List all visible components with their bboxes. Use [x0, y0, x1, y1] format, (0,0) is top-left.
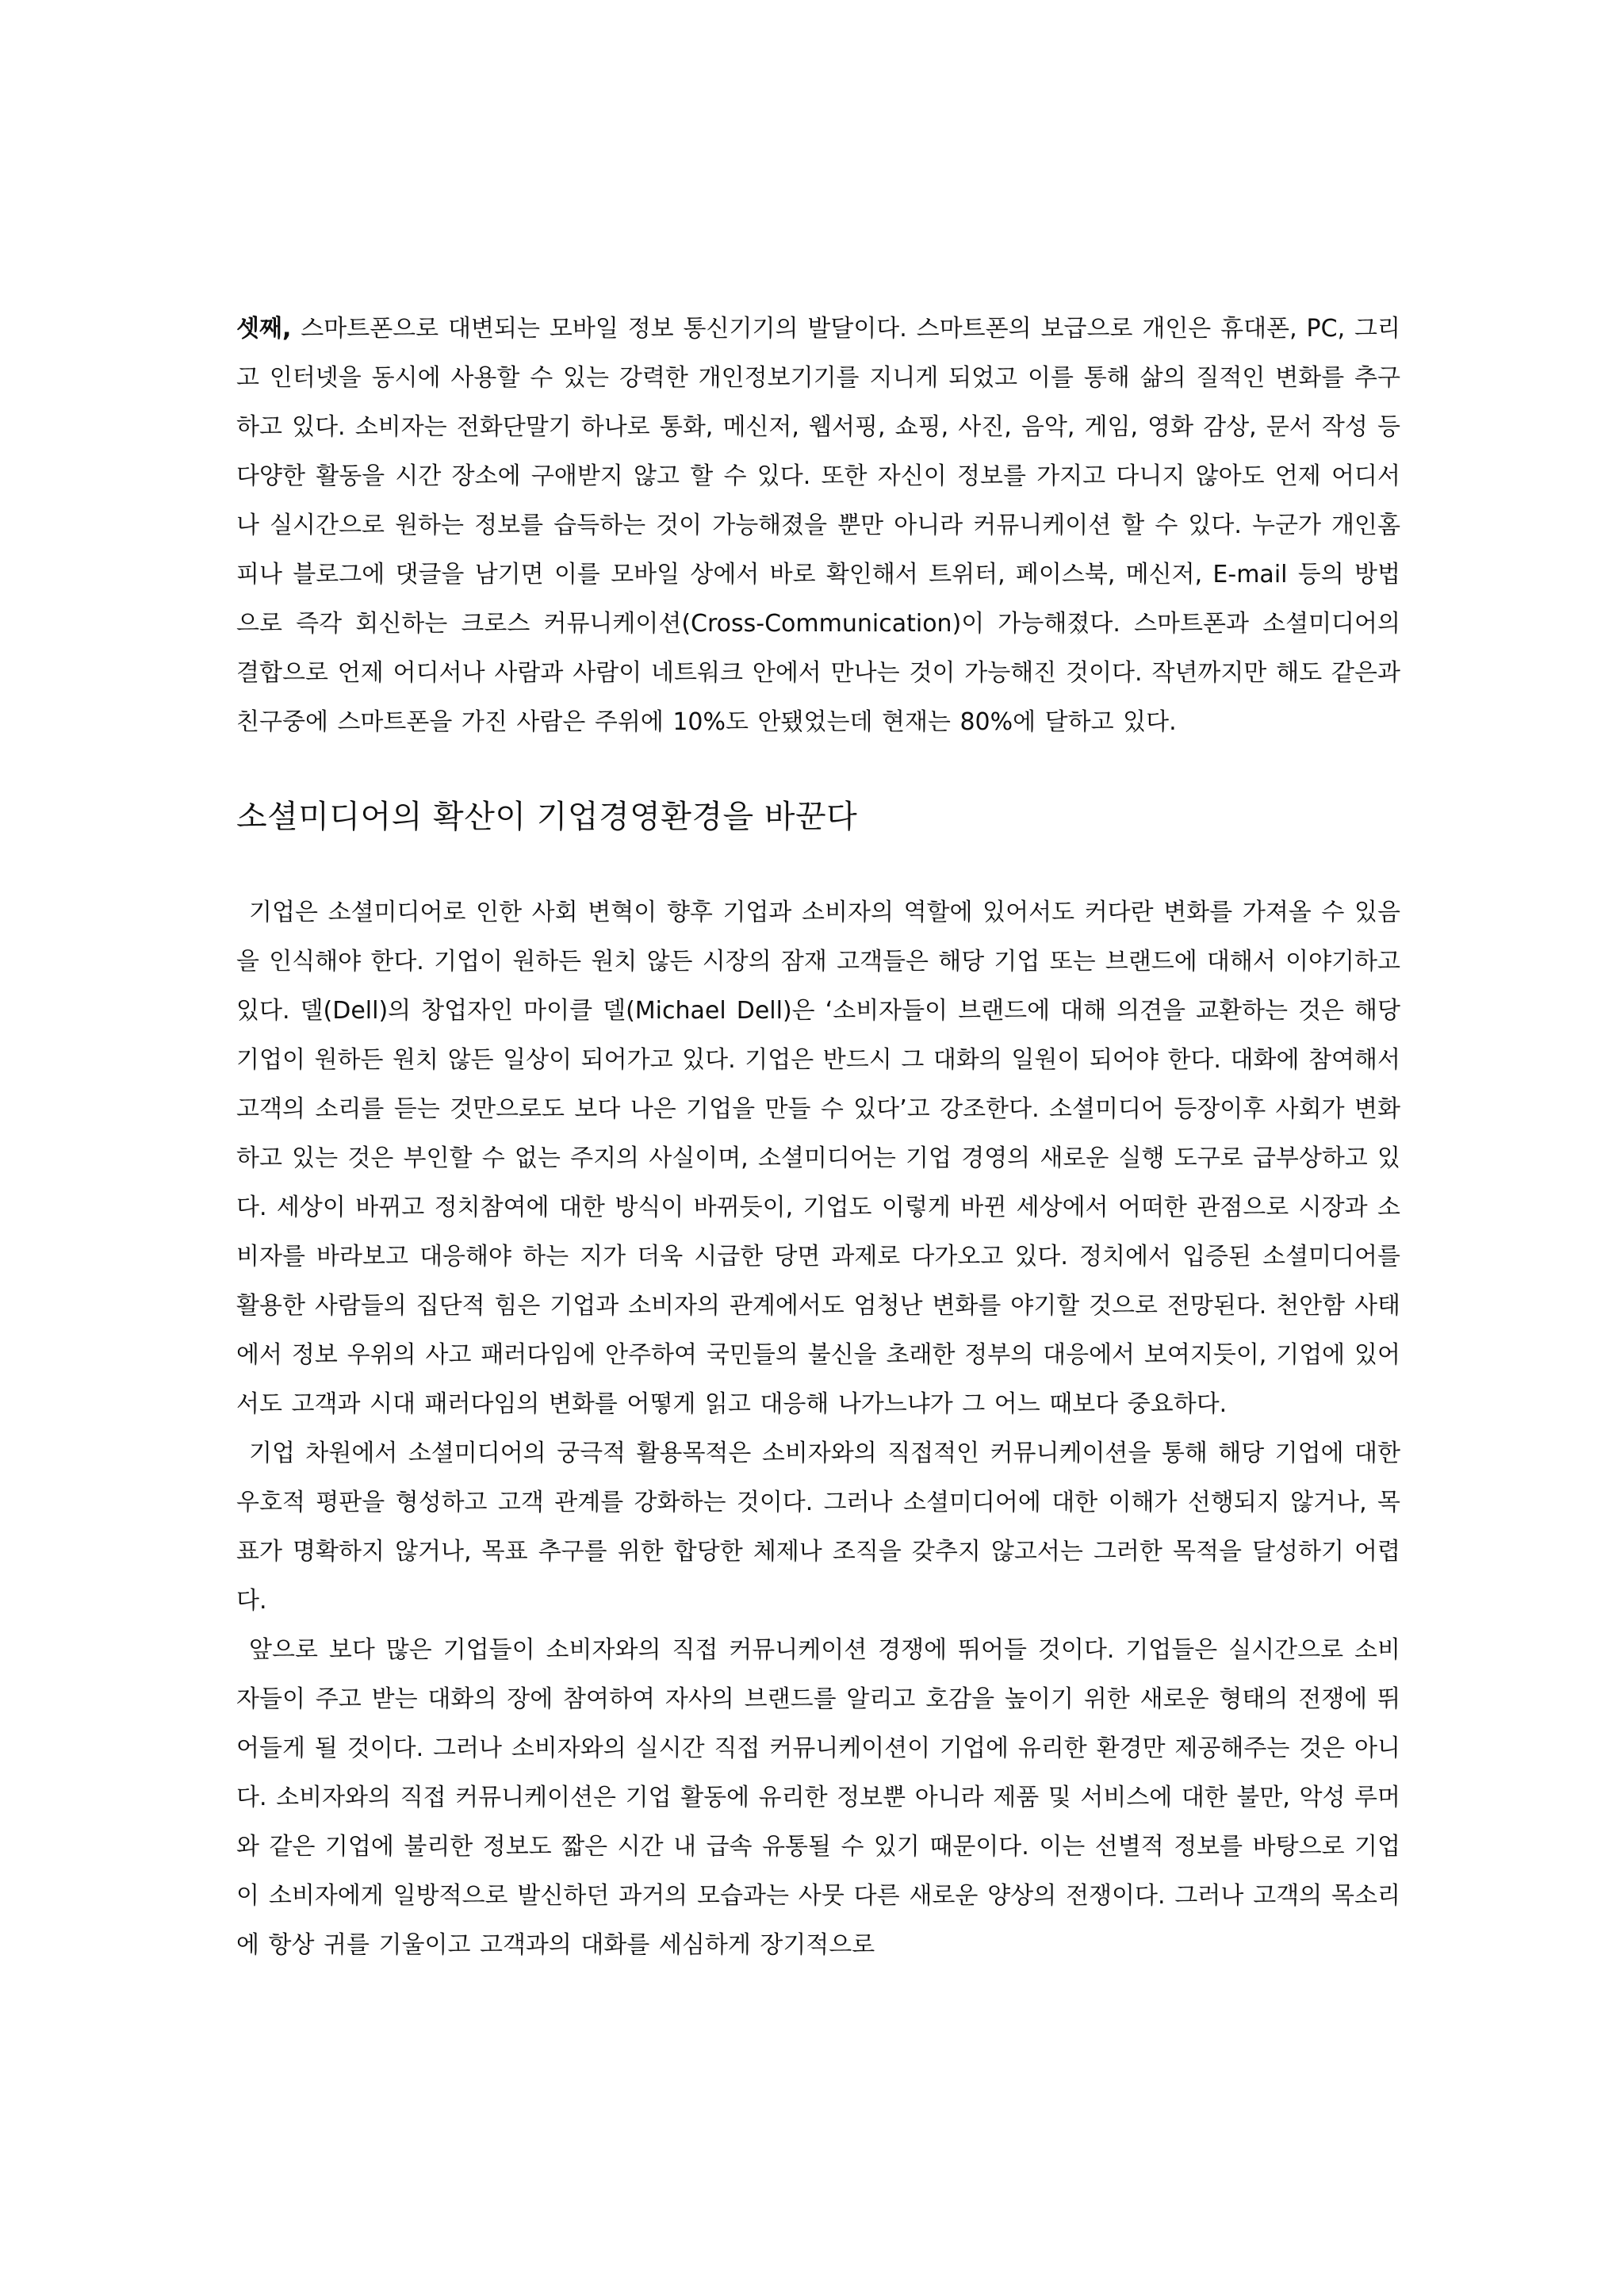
- document-page: [236, 305, 1400, 1970]
- paragraph-mobile-devices: [236, 305, 1400, 747]
- paragraph-body: 스마트폰으로 대변되는 모바일 정보 통신기기의 발달이다. 스마트폰의 보급으로 개인은 휴대폰, PC, 그리고 인터넷을 동시에 사용할 수 있는 강력한 개인정보기기를 지니게 되었고 이를 통해 삶의 질적인 변화를 추구하고 있다. 소비자는 전화단말기 하나로 통화, 메신저, 웹서핑, 쇼핑, 사진, 음악, 게임, 영화 감상, 문서 작성 등 다양한 활동을 시간 장소에 구애받지 않고 할 수 있다. 또한 자신이 정보를 가지고 다니지 않아도 언제 어디서나 실시간으로 원하는 정보를 습득하는 것이 가능해졌을 뿐만 아니라 커뮤니케이션 할 수 있다. 누군가 개인홈피나 블로그에 댓글을 남기면 이를 모바일 상에서 바로 확인해서 트위터, 페이스북, 메신저, E-mail 등의 방법으로 즉각 회신하는 크로스 커뮤니케이션(Cross-Communication)이 가능해졌다. 스마트폰과 소셜미디어의 결합으로 언제 어디서나 사람과 사람이 네트워크 안에서 만나는 것이 가능해진 것이다. 작년까지만 해도 같은과 친구중에 스마트폰을 가진 사람은 주위에 10%도 안됐었는데 현재는 80%에 달하고 있다.: [236, 315, 1400, 736]
- paragraph-direct-communication: 앞으로 보다 많은 기업들이 소비자와의 직접 커뮤니케이션 경쟁에 뛰어들 것이다. 기업들은 실시간으로 소비자들이 주고 받는 대화의 장에 참여하여 자사의 브랜드를 알리고 호감을 높이기 위한 새로운 형태의 전쟁에 뛰어들게 될 것이다. 그러나 소비자와의 실시간 직접 커뮤니케이션이 기업에 유리한 환경만 제공해주는 것은 아니다. 소비자와의 직접 커뮤니케이션은 기업 활동에 유리한 정보뿐 아니라 제품 및 서비스에 대한 불만, 악성 루머와 같은 기업에 불리한 정보도 짧은 시간 내 급속 유통될 수 있기 때문이다. 이는 선별적 정보를 바탕으로 기업이 소비자에게 일방적으로 발신하던 과거의 모습과는 사뭇 다른 새로운 양상의 전쟁이다. 그러나 고객의 목소리에 항상 귀를 기울이고 고객과의 대화를 세심하게 장기적으로: [236, 1636, 1400, 1959]
- paragraph-utilization-purpose: 기업 차원에서 소셜미디어의 궁극적 활용목적은 소비자와의 직접적인 커뮤니케이션을 통해 해당 기업에 대한 우호적 평판을 형성하고 고객 관계를 강화하는 것이다. 그러나 소셜미디어에 대한 이해가 선행되지 않거나, 목표가 명확하지 않거나, 목표 추구를 위한 합당한 체제나 조직을 갖추지 않고서는 그러한 목적을 달성하기 어렵다.: [236, 1439, 1400, 1615]
- paragraph-lead: 셋째,: [236, 315, 292, 343]
- paragraph-social-media-change: 기업은 소셜미디어로 인한 사회 변혁이 향후 기업과 소비자의 역할에 있어서도 커다란 변화를 가져올 수 있음을 인식해야 한다. 기업이 원하든 원치 않든 시장의 잠재 고객들은 해당 기업 또는 브랜드에 대해서 이야기하고 있다. 델(Dell)의 창업자인 마이클 델(Michael Dell)은 ‘소비자들이 브랜드에 대해 의견을 교환하는 것은 해당 기업이 원하든 원치 않든 일상이 되어가고 있다. 기업은 반드시 그 대화의 일원이 되어야 한다. 대화에 참여해서 고객의 소리를 듣는 것만으로도 보다 나은 기업을 만들 수 있다’고 강조한다. 소셜미디어 등장이후 사회가 변화하고 있는 것은 부인할 수 없는 주지의 사실이며, 소셜미디어는 기업 경영의 새로운 실행 도구로 급부상하고 있다. 세상이 바뀌고 정치참여에 대한 방식이 바뀌듯이, 기업도 이렇게 바뀐 세상에서 어떠한 관점으로 시장과 소비자를 바라보고 대응해야 하는 지가 더욱 시급한 당면 과제로 다가오고 있다. 정치에서 입증된 소셜미디어를 활용한 사람들의 집단적 힘은 기업과 소비자의 관계에서도 엄청난 변화를 야기할 것으로 전망된다. 천안함 사태에서 정보 우위의 사고 패러다임에 안주하여 국민들의 불신을 초래한 정부의 대응에서 보여지듯이, 기업에 있어서도 고객과 시대 패러다임의 변화를 어떻게 읽고 대응해 나가느냐가 그 어느 때보다 중요하다.: [236, 899, 1400, 1418]
- section-heading: 소셜미디어의 확산이 기업경영환경을 바꾼다: [236, 799, 858, 835]
